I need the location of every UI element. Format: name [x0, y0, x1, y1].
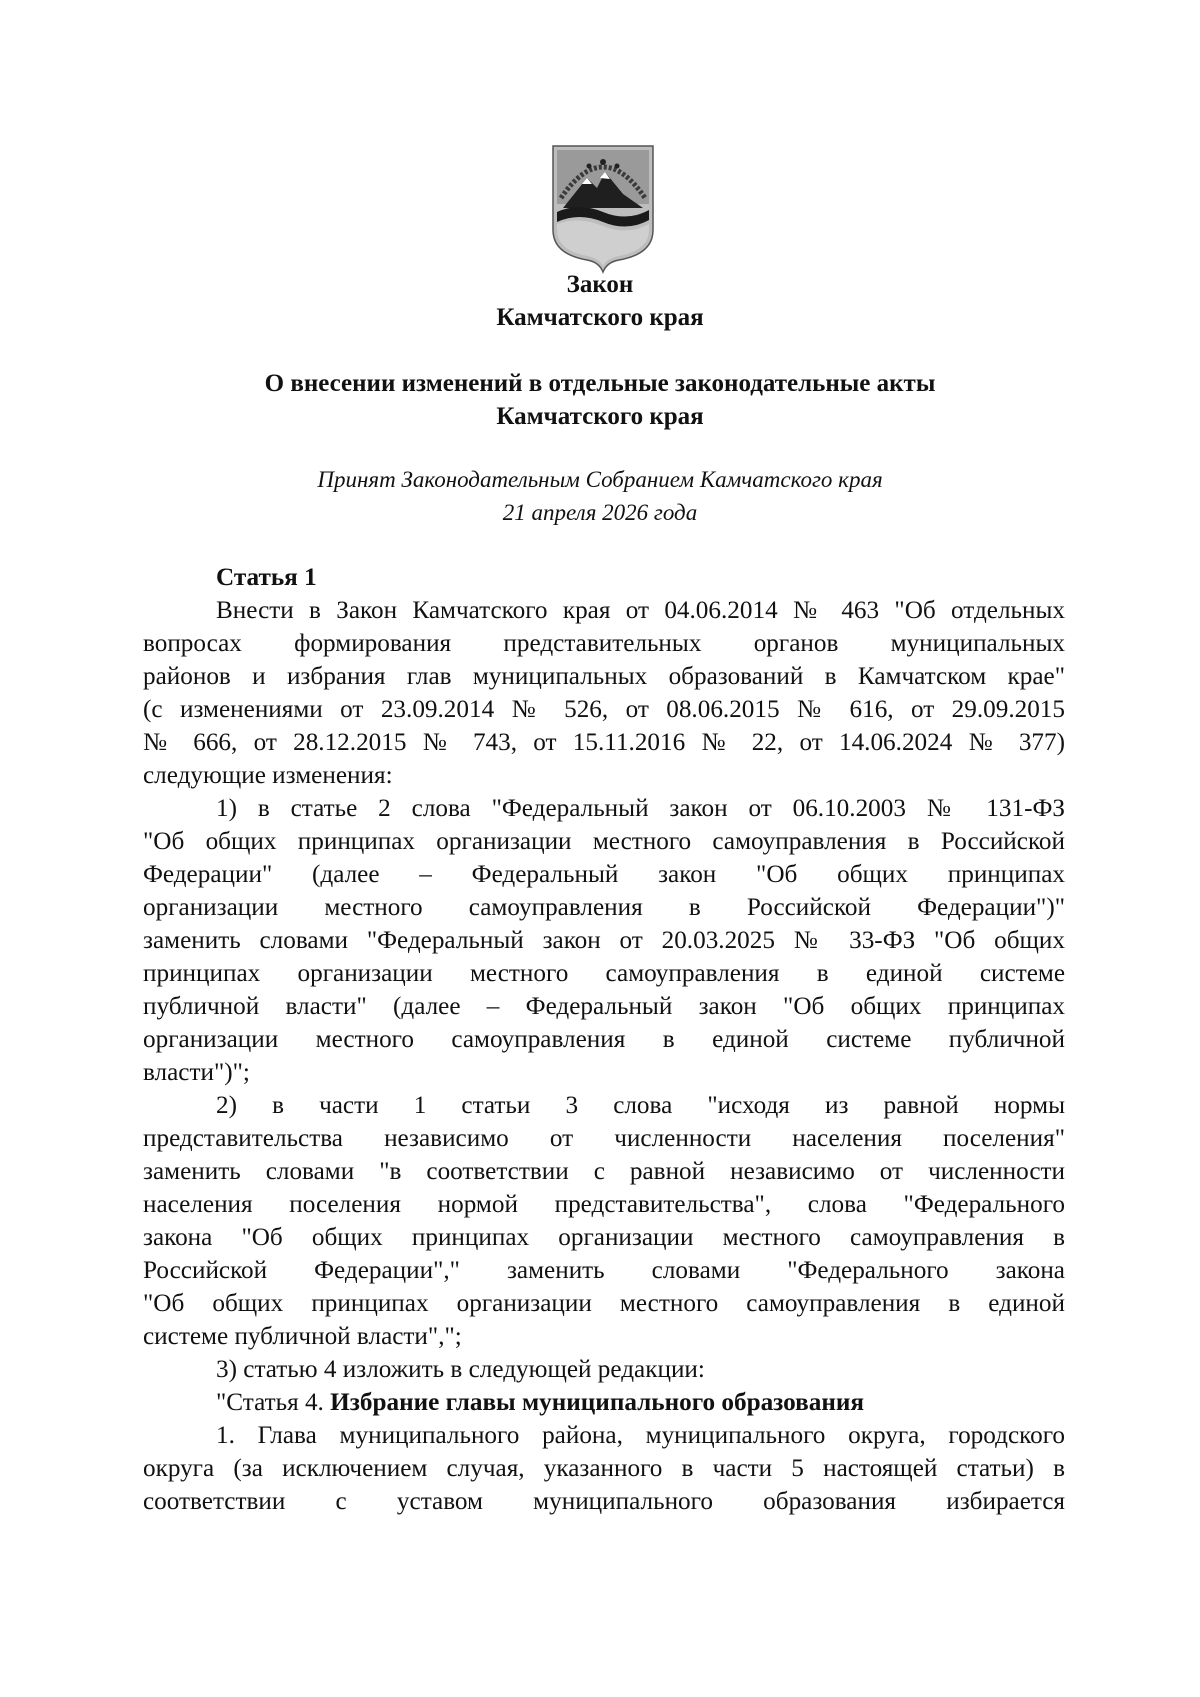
- article-heading: Статья 1: [216, 564, 317, 591]
- body-line: заменить словами "в соответствии с равной независимо от численности: [143, 1158, 1065, 1185]
- body-line: 1. Глава муниципального района, муниципального округа, городского: [216, 1422, 1065, 1449]
- body-line: организации местного самоуправления в Российской Федерации")": [143, 894, 1065, 921]
- article-4-title: Избрание главы муниципального образования: [330, 1389, 864, 1416]
- body-line: вопросах формирования представительных органов муниципальных: [143, 630, 1065, 657]
- body-line: (с изменениями от 23.09.2014 № 526, от 08.06.2015 № 616, от 29.09.2015: [143, 696, 1065, 723]
- body-line: заменить словами "Федеральный закон от 20.03.2025 № 33-ФЗ "Об общих: [143, 927, 1065, 954]
- body-line: Федерации" (далее – Федеральный закон "Об общих принципах: [143, 861, 1065, 888]
- law-title-line1: Закон: [566, 271, 634, 298]
- adoption-note: [0, 463, 1200, 529]
- body-line: представительства независимо от численности населения поселения": [143, 1125, 1065, 1152]
- body-line: следующие изменения:: [143, 762, 393, 789]
- body-line: 3) статью 4 изложить в следующей редакции:: [216, 1356, 705, 1383]
- article-1: [143, 561, 1065, 1518]
- adoption-line2: 21 апреля 2026 года: [502, 500, 698, 525]
- body-line: населения поселения нормой представительства", слова "Федерального: [143, 1191, 1065, 1218]
- body-line: системе публичной власти",";: [143, 1323, 462, 1350]
- law-subject-line1: О внесении изменений в отдельные законодательные акты: [264, 370, 936, 397]
- law-subject-line2: Камчатского края: [496, 403, 704, 430]
- body-line: "Об общих принципах организации местного самоуправления в единой: [143, 1290, 1065, 1317]
- law-subject: [0, 367, 1200, 433]
- article-4-label: "Статья 4.: [216, 1389, 331, 1416]
- body-line: принципах организации местного самоуправления в единой системе: [143, 960, 1065, 987]
- body-line: Внести в Закон Камчатского края от 04.06.2014 № 463 "Об отдельных: [216, 597, 1065, 624]
- law-title-line2: Камчатского края: [496, 304, 704, 331]
- adoption-line1: Принят Законодательным Собранием Камчатского края: [317, 467, 883, 492]
- body-line: соответствии с уставом муниципального образования избирается: [143, 1488, 1065, 1515]
- body-line: Российской Федерации"," заменить словами "Федерального закона: [143, 1257, 1065, 1284]
- body-line: "Об общих принципах организации местного самоуправления в Российской: [143, 828, 1065, 855]
- coat-of-arms-icon: [549, 142, 657, 274]
- body-line: публичной власти" (далее – Федеральный закон "Об общих принципах: [143, 993, 1065, 1020]
- body-line: округа (за исключением случая, указанного в части 5 настоящей статьи) в: [143, 1455, 1065, 1482]
- body-line: организации местного самоуправления в единой системе публичной: [143, 1026, 1065, 1053]
- body-line: власти")";: [143, 1059, 250, 1086]
- body-line: 1) в статье 2 слова "Федеральный закон от 06.10.2003 № 131-ФЗ: [216, 795, 1065, 822]
- law-title: [0, 268, 1200, 334]
- article-4-heading-line: [143, 1386, 1065, 1419]
- body-line: 2) в части 1 статьи 3 слова "исходя из равной нормы: [216, 1092, 1065, 1119]
- body-line: № 666, от 28.12.2015 № 743, от 15.11.2016 № 22, от 14.06.2024 № 377): [143, 729, 1065, 756]
- body-line: закона "Об общих принципах организации местного самоуправления в: [143, 1224, 1065, 1251]
- body-line: районов и избрания глав муниципальных образований в Камчатском крае": [143, 663, 1065, 690]
